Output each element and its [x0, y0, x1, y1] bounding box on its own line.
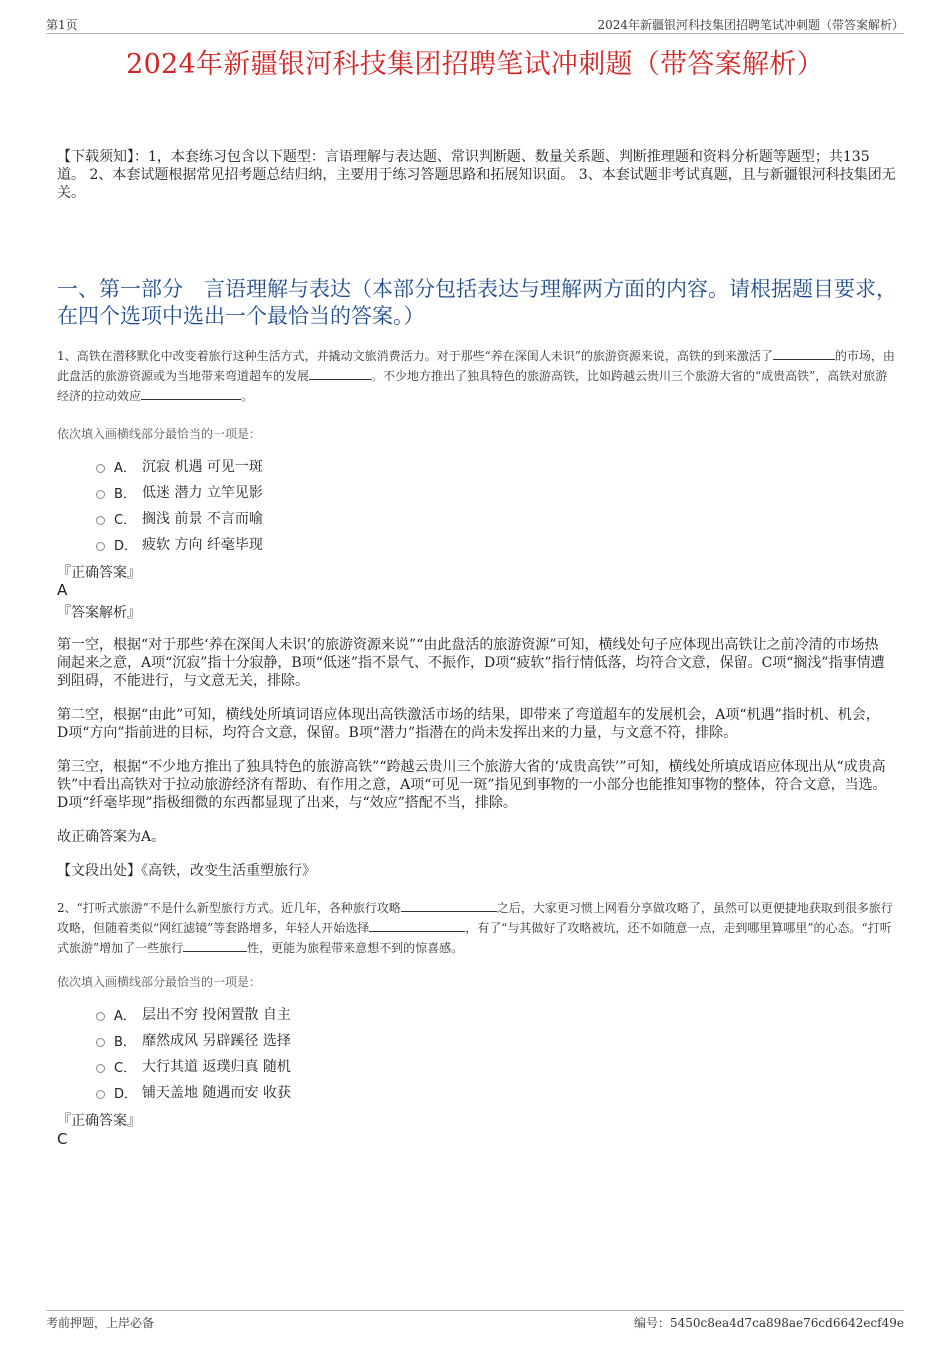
- source-note: 【文段出处】《高铁，改变生活重塑旅行》: [57, 863, 316, 879]
- question-1-prompt: 依次填入画横线部分最恰当的一项是：: [57, 427, 262, 441]
- question-2-stem: 2、“打听式旅游”不是什么新型旅行方式。近几年，各种旅行攻略 之后，大家更习惯上网看分享做攻略了，虽然可以更便捷地获取到很多旅行攻略，但随着类似“网红滤镜”等套路增多，年轻人开始选择 ，有了“与其做好了攻略被坑，还不如随意一点，走到哪里算哪里”的心态。“打听式旅游”增加了一些旅行 性，更能为旅程带来意想不到的惊喜感。: [57, 901, 893, 955]
- radio-icon[interactable]: [96, 490, 105, 499]
- analysis-paragraph-3: 第三空，根据“不少地方推出了独具特色的旅游高铁”“跨越云贵川三个旅游大省的‘成贵高铁’”可知，横线处所填成语应体现出从“成贵高铁”中看出高铁对于拉动旅游经济有帮助、有作用之意，A项“可见一斑”指见到事物的一小部分也能推知事物的整体，符合文意，当选。D项“纤毫毕现”指极细微的东西都显现了出来，与“效应”搭配不当，排除。: [57, 759, 887, 811]
- radio-icon[interactable]: [96, 1038, 105, 1047]
- question-1-options: [96, 453, 263, 557]
- question-2-options: [96, 1001, 291, 1105]
- section-title: 一、第一部分 言语理解与表达（本部分包括表达与理解两方面的内容。请根据题目要求，在四个选项中选出一个最恰当的答案。）: [57, 277, 897, 328]
- answer-label: 『正确答案』: [57, 1113, 141, 1129]
- footer-slogan: 考前押题，上岸必备: [46, 1316, 155, 1330]
- footer-doc-id: 编号：5450c8ea4d7ca898ae76cd6642ecf49e: [634, 1316, 904, 1330]
- header-doc-title: 2024年新疆银河科技集团招聘笔试冲刺题（带答案解析）: [597, 18, 904, 32]
- page-title: 2024年新疆银河科技集团招聘笔试冲刺题（带答案解析）: [126, 49, 824, 80]
- question-1-stem: 1、高铁在潜移默化中改变着旅行这种生活方式，并撬动文旅消费活力。对于那些“养在深闺人未识”的旅游资源来说，高铁的到来激活了 的市场，由此盘活的旅游资源或为当地带来弯道超车的发展 。不少地方推出了独具特色的旅游高铁，比如跨越云贵川三个旅游大省的“成贵高铁”，高铁对旅游经济的拉动效应 。: [57, 349, 895, 403]
- option-c[interactable]: C． 搁浅 前景 不言而喻: [96, 505, 263, 531]
- radio-icon[interactable]: [96, 516, 105, 525]
- header-divider: [46, 33, 904, 34]
- radio-icon[interactable]: [96, 1064, 105, 1073]
- option-d[interactable]: D． 铺天盖地 随遇而安 收获: [96, 1079, 291, 1105]
- option-b[interactable]: B． 靡然成风 另辟蹊径 选择: [96, 1027, 291, 1053]
- blank: [183, 939, 247, 952]
- blank: [369, 919, 465, 932]
- download-notice: 【下载须知】：1，本套练习包含以下题型：言语理解与表达题、常识判断题、数量关系题、判断推理题和资料分析题等题型；共135道。 2、本套试题根据常见招考题总结归纳，主要用于练习答题思路和拓展知识面。 3、本套试题非考试真题，且与新疆银河科技集团无关。: [57, 149, 896, 201]
- radio-icon[interactable]: [96, 542, 105, 551]
- blank: [401, 899, 497, 912]
- analysis-conclusion: 故正确答案为A。: [57, 829, 166, 845]
- radio-icon[interactable]: [96, 464, 105, 473]
- analysis-label: 『答案解析』: [57, 605, 141, 621]
- option-a[interactable]: A． 沉寂 机遇 可见一斑: [96, 453, 263, 479]
- page-number: 第1页: [46, 18, 78, 32]
- blank: [141, 387, 241, 400]
- option-d[interactable]: D． 疲软 方向 纤毫毕现: [96, 531, 263, 557]
- blank: [309, 367, 371, 380]
- option-a[interactable]: A． 层出不穷 投闲置散 自主: [96, 1001, 291, 1027]
- answer-value: A: [57, 581, 68, 599]
- radio-icon[interactable]: [96, 1090, 105, 1099]
- blank: [773, 347, 835, 360]
- page-header: [46, 16, 904, 32]
- option-b[interactable]: B． 低迷 潜力 立竿见影: [96, 479, 263, 505]
- radio-icon[interactable]: [96, 1012, 105, 1021]
- answer-value: C: [57, 1130, 68, 1148]
- answer-label: 『正确答案』: [57, 565, 141, 581]
- question-2-prompt: 依次填入画横线部分最恰当的一项是：: [57, 975, 262, 989]
- analysis-paragraph-2: 第二空，根据“由此”可知，横线处所填词语应体现出高铁激活市场的结果，即带来了弯道超车的发展机会，A项“机遇”指时机、机会，D项“方向”指前进的目标，均符合文意，保留。B项“潜力”指潜在的尚未发挥出来的力量，与文意不符，排除。: [57, 707, 880, 741]
- option-c[interactable]: C． 大行其道 返璞归真 随机: [96, 1053, 291, 1079]
- analysis-paragraph-1: 第一空，根据“对于那些‘养在深闺人未识’的旅游资源来说”“由此盘活的旅游资源”可知，横线处句子应体现出高铁让之前冷清的市场热闹起来之意，A项“沉寂”指十分寂静，B项“低迷”指不景气、不振作，D项“疲软”指行情低落，均符合文意，保留。C项“搁浅”指事情遭到阻碍，不能进行，与文意无关，排除。: [57, 637, 885, 689]
- footer-divider: [46, 1310, 904, 1311]
